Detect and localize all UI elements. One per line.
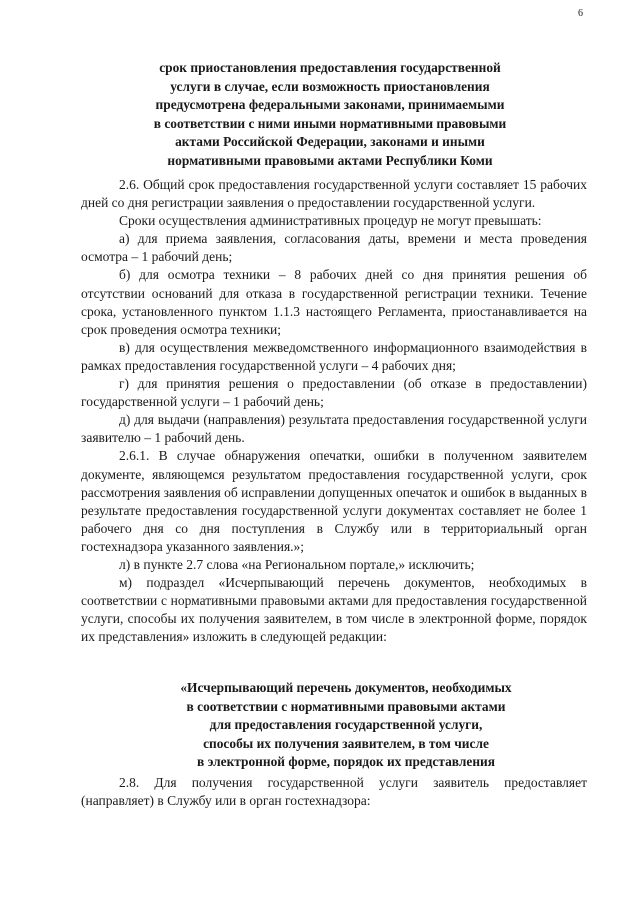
body-text-documents [81,774,587,810]
heading-line: в соответствии с нормативными правовыми актами [186,698,506,714]
paragraph-item-a: а) для приема заявления, согласования даты, времени и места проведения осмотра – 1 рабочий день; [81,231,587,265]
heading-line: актами Российской Федерации, законами и иными [175,134,485,150]
section-heading-suspension-term [90,59,570,171]
heading-line: способы их получения заявителем, в том числе [203,735,489,751]
paragraph-2-6: 2.6. Общий срок предоставления государственной услуги составляет 15 рабочих дней со дня регистрации заявления о предоставлении государственной услуги. [81,177,587,211]
paragraph-2-8: 2.8. Для получения государственной услуги заявитель предоставляет (направляет) в Службу или в орган гостехнадзора: [81,775,587,809]
heading-line: услуги в случае, если возможность приостановления [170,78,490,94]
paragraph-item-g: г) для принятия решения о предоставлении (об отказе в предоставлении) государственной услуги – 1 рабочий день; [81,376,587,410]
page-number: 6 [578,8,583,19]
paragraph-item-v: в) для осуществления межведомственного информационного взаимодействия в рамках предоставления государственной услуги – 4 рабочих дня; [81,339,587,373]
heading-line: предусмотрена федеральными законами, принимаемыми [155,97,505,113]
paragraph-item-b: б) для осмотра техники – 8 рабочих дней со дня принятия решения об отсутствии оснований для отказа в государственной регистрации техники. Течение срока, установленного пунктом 1.1.3 настоящего Регламента, приостанавливается на срок проведения осмотра техники; [81,267,587,337]
paragraph-procedure-terms: Сроки осуществления административных процедур не могут превышать: [119,213,542,229]
heading-line: срок приостановления предоставления государственной [159,60,501,75]
section-heading-documents-list [136,679,556,772]
paragraph-item-m: м) подраздел «Исчерпывающий перечень документов, необходимых в соответствии с нормативными правовыми актами для предоставления государственной услуги, способы их получения заявителем, в том числе в электронной форме, порядок их представления» изложить в следующей редакции: [81,575,587,645]
heading-line: в электронной форме, порядок их представления [197,754,495,770]
heading-line: нормативными правовыми актами Республики Коми [167,152,493,168]
paragraph-item-d: д) для выдачи (направления) результата предоставления государственной услуги заявителю – 1 рабочий день. [81,412,587,446]
paragraph-2-6-1: 2.6.1. В случае обнаружения опечатки, ошибки в полученном заявителем документе, являющемся результатом предоставления государственной услуги, срок рассмотрения заявления об исправлении допущенных опечаток и ошибок в выданных в результате предоставления государственной услуги документах составляет не более 1 рабочего дня со дня поступления в Службу или в территориальный орган гостехнадзора указанного заявления.»; [81,448,588,554]
paragraph-item-l: л) в пункте 2.7 слова «на Региональном портале,» исключить; [119,556,475,572]
heading-line: для предоставления государственной услуги, [209,717,483,733]
heading-line: в соответствии с ними иными нормативными правовыми [153,115,507,131]
body-text-main [81,176,587,646]
heading-line: «Исчерпывающий перечень документов, необходимых [180,680,512,695]
